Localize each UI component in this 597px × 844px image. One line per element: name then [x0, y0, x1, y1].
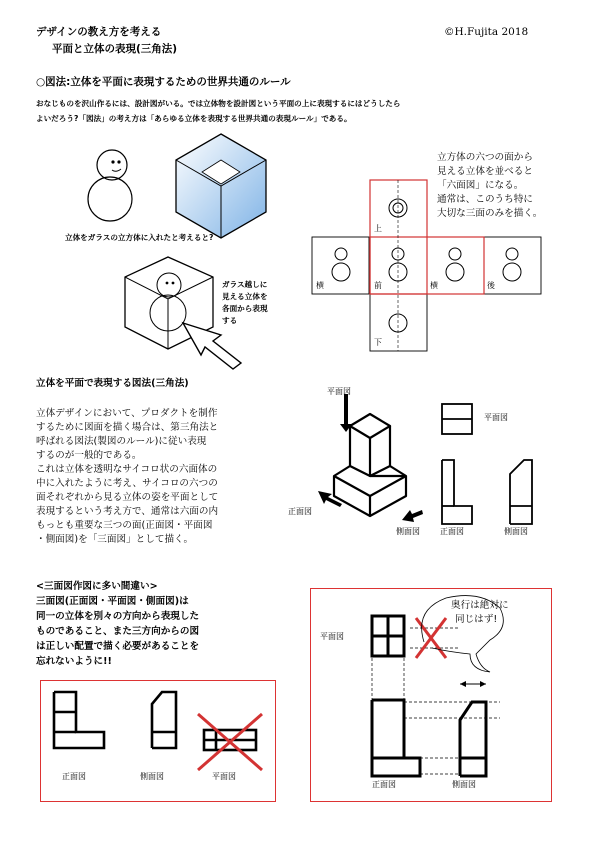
depth-note-1: 奥行は絶対に [451, 600, 509, 611]
correct-label-plan: 平面図 [320, 632, 344, 641]
iso-label-front: 正面図 [288, 507, 312, 516]
wrong-label-front: 正面図 [62, 772, 86, 781]
glass-caption: 立体をガラスの立方体に入れたと考えると? [65, 233, 214, 242]
depth-note-2: 同じはず! [455, 614, 498, 625]
snowman-figure [80, 145, 150, 225]
page-subtitle: 平面と立体の表現(三角法) [52, 43, 178, 55]
net-label-side-left: 横 [316, 281, 324, 290]
net-label-bottom: 下 [374, 338, 382, 347]
iso-label-side: 側面図 [396, 527, 420, 536]
correct-label-front: 正面図 [372, 780, 396, 789]
net-label-top: 上 [374, 224, 382, 233]
ortho-label-plan: 平面図 [484, 413, 508, 422]
section1-intro-2: よいだろう?「図法」の考え方は「あらゆる立体を表現する世界共通の表現ルール」である。 [36, 114, 352, 123]
ortho-label-side: 側面図 [504, 527, 528, 536]
section1-heading: ○図法:立体を平面に表現するための世界共通のルール [36, 76, 291, 88]
copyright: ©H.Fujita 2018 [444, 26, 529, 38]
net-label-front: 前 [374, 281, 382, 290]
isometric-block [306, 396, 436, 526]
wrong-label-side: 側面図 [140, 772, 164, 781]
section3-heading: <三面図作図に多い間違い> [36, 581, 158, 592]
section1-intro-1: おなじものを沢山作るには、設計図がいる。では立体物を設計図という平面の上に表現するにはどうしたら [36, 99, 401, 108]
glass-cube [176, 132, 276, 242]
ortho-label-front: 正面図 [440, 527, 464, 536]
net-label-side-right: 横 [430, 281, 438, 290]
net-label-back: 後 [487, 281, 495, 290]
correct-example-drawing [310, 588, 550, 800]
page-title: デザインの教え方を考える [36, 26, 162, 38]
cube-net [312, 180, 544, 360]
section2-heading: 立体を平面で表現する図法(三角法) [36, 378, 189, 389]
wrong-label-plan: 平面図 [212, 772, 236, 781]
iso-label-plan: 平面図 [327, 387, 351, 396]
correct-label-side: 側面図 [452, 780, 476, 789]
